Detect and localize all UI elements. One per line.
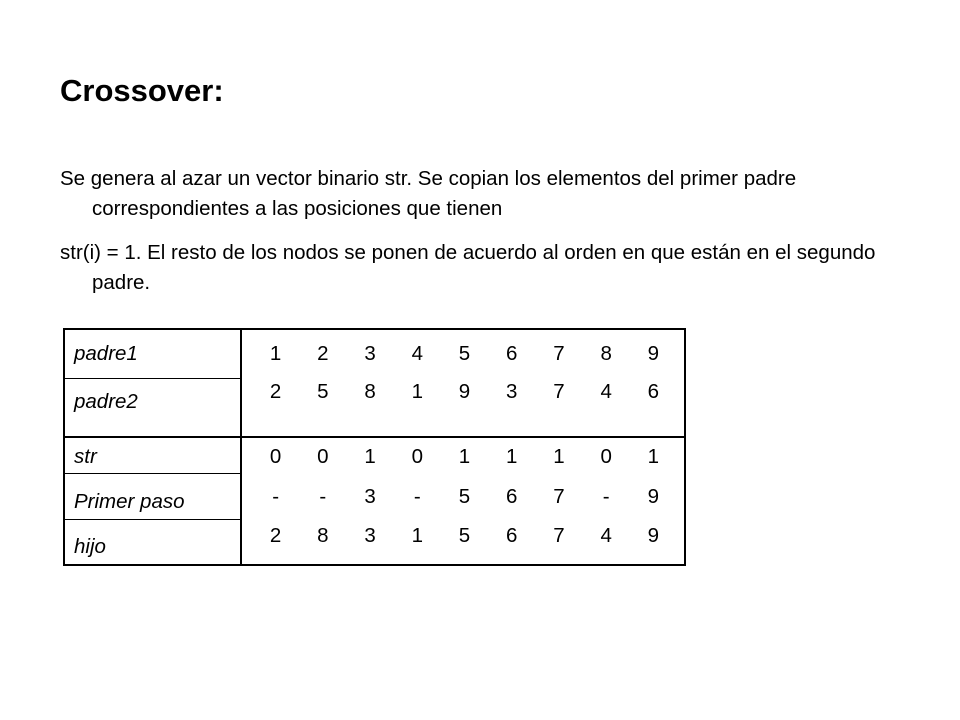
cell: 3 [364, 524, 376, 547]
cell: 9 [647, 485, 660, 508]
cell: 9 [647, 524, 660, 547]
cell: 1 [411, 524, 423, 547]
table-section-divider [65, 436, 684, 438]
cell: 7 [553, 485, 565, 508]
cell: 5 [458, 524, 471, 547]
cell: 6 [647, 380, 660, 403]
cell: 0 [600, 445, 612, 468]
table-row-divider [65, 519, 240, 520]
paragraph-rule: str(i) = 1. El resto de los nodos se ponen de acuerdo al orden en que están en el segundo padre. [60, 241, 876, 294]
label-str: str [74, 445, 97, 468]
cell: 1 [269, 342, 282, 365]
cell: 4 [600, 380, 612, 403]
cell: 3 [364, 485, 376, 508]
slide-title: Crossover: [60, 73, 224, 108]
cell: 8 [364, 380, 376, 403]
label-padre1: padre1 [74, 342, 138, 365]
cell: 6 [506, 485, 518, 508]
label-hijo: hijo [74, 535, 106, 558]
row-primer-paso [252, 485, 677, 509]
label-primer-paso: Primer paso [74, 490, 185, 513]
table-column-divider [240, 330, 242, 564]
cell: 6 [506, 524, 518, 547]
cell: 1 [458, 445, 471, 468]
cell: 0 [411, 445, 423, 468]
table-row-divider [65, 378, 240, 379]
cell: - [602, 485, 610, 508]
cell: 7 [553, 342, 565, 365]
cell: 8 [317, 524, 329, 547]
cell: 1 [553, 445, 565, 468]
cell: 3 [506, 380, 518, 403]
cell: 1 [364, 445, 376, 468]
row-hijo [252, 524, 677, 548]
cell: 5 [458, 485, 471, 508]
crossover-table [63, 328, 686, 566]
row-str [252, 445, 677, 469]
cell: 5 [458, 342, 471, 365]
cell: 0 [317, 445, 329, 468]
cell: 0 [269, 445, 282, 468]
cell: - [272, 485, 280, 508]
cell: 8 [600, 342, 612, 365]
cell: 5 [317, 380, 329, 403]
cell: 2 [269, 524, 282, 547]
cell: - [319, 485, 327, 508]
cell: 1 [506, 445, 518, 468]
cell: 7 [553, 524, 565, 547]
cell: 9 [647, 342, 660, 365]
paragraph-description: Se genera al azar un vector binario str. Se copian los elementos del primer padre correspondientes a las posiciones que tienen [60, 167, 797, 220]
cell: 1 [411, 380, 423, 403]
label-padre2: padre2 [74, 390, 138, 413]
cell: 2 [269, 380, 282, 403]
cell: 2 [317, 342, 329, 365]
cell: 4 [600, 524, 612, 547]
table-row-divider [65, 473, 240, 474]
cell: 6 [506, 342, 518, 365]
cell: 7 [553, 380, 565, 403]
cell: 9 [458, 380, 471, 403]
cell: 1 [647, 445, 660, 468]
row-padre1 [252, 342, 677, 366]
cell: - [413, 485, 421, 508]
cell: 3 [364, 342, 376, 365]
cell: 4 [411, 342, 423, 365]
row-padre2 [252, 380, 677, 404]
